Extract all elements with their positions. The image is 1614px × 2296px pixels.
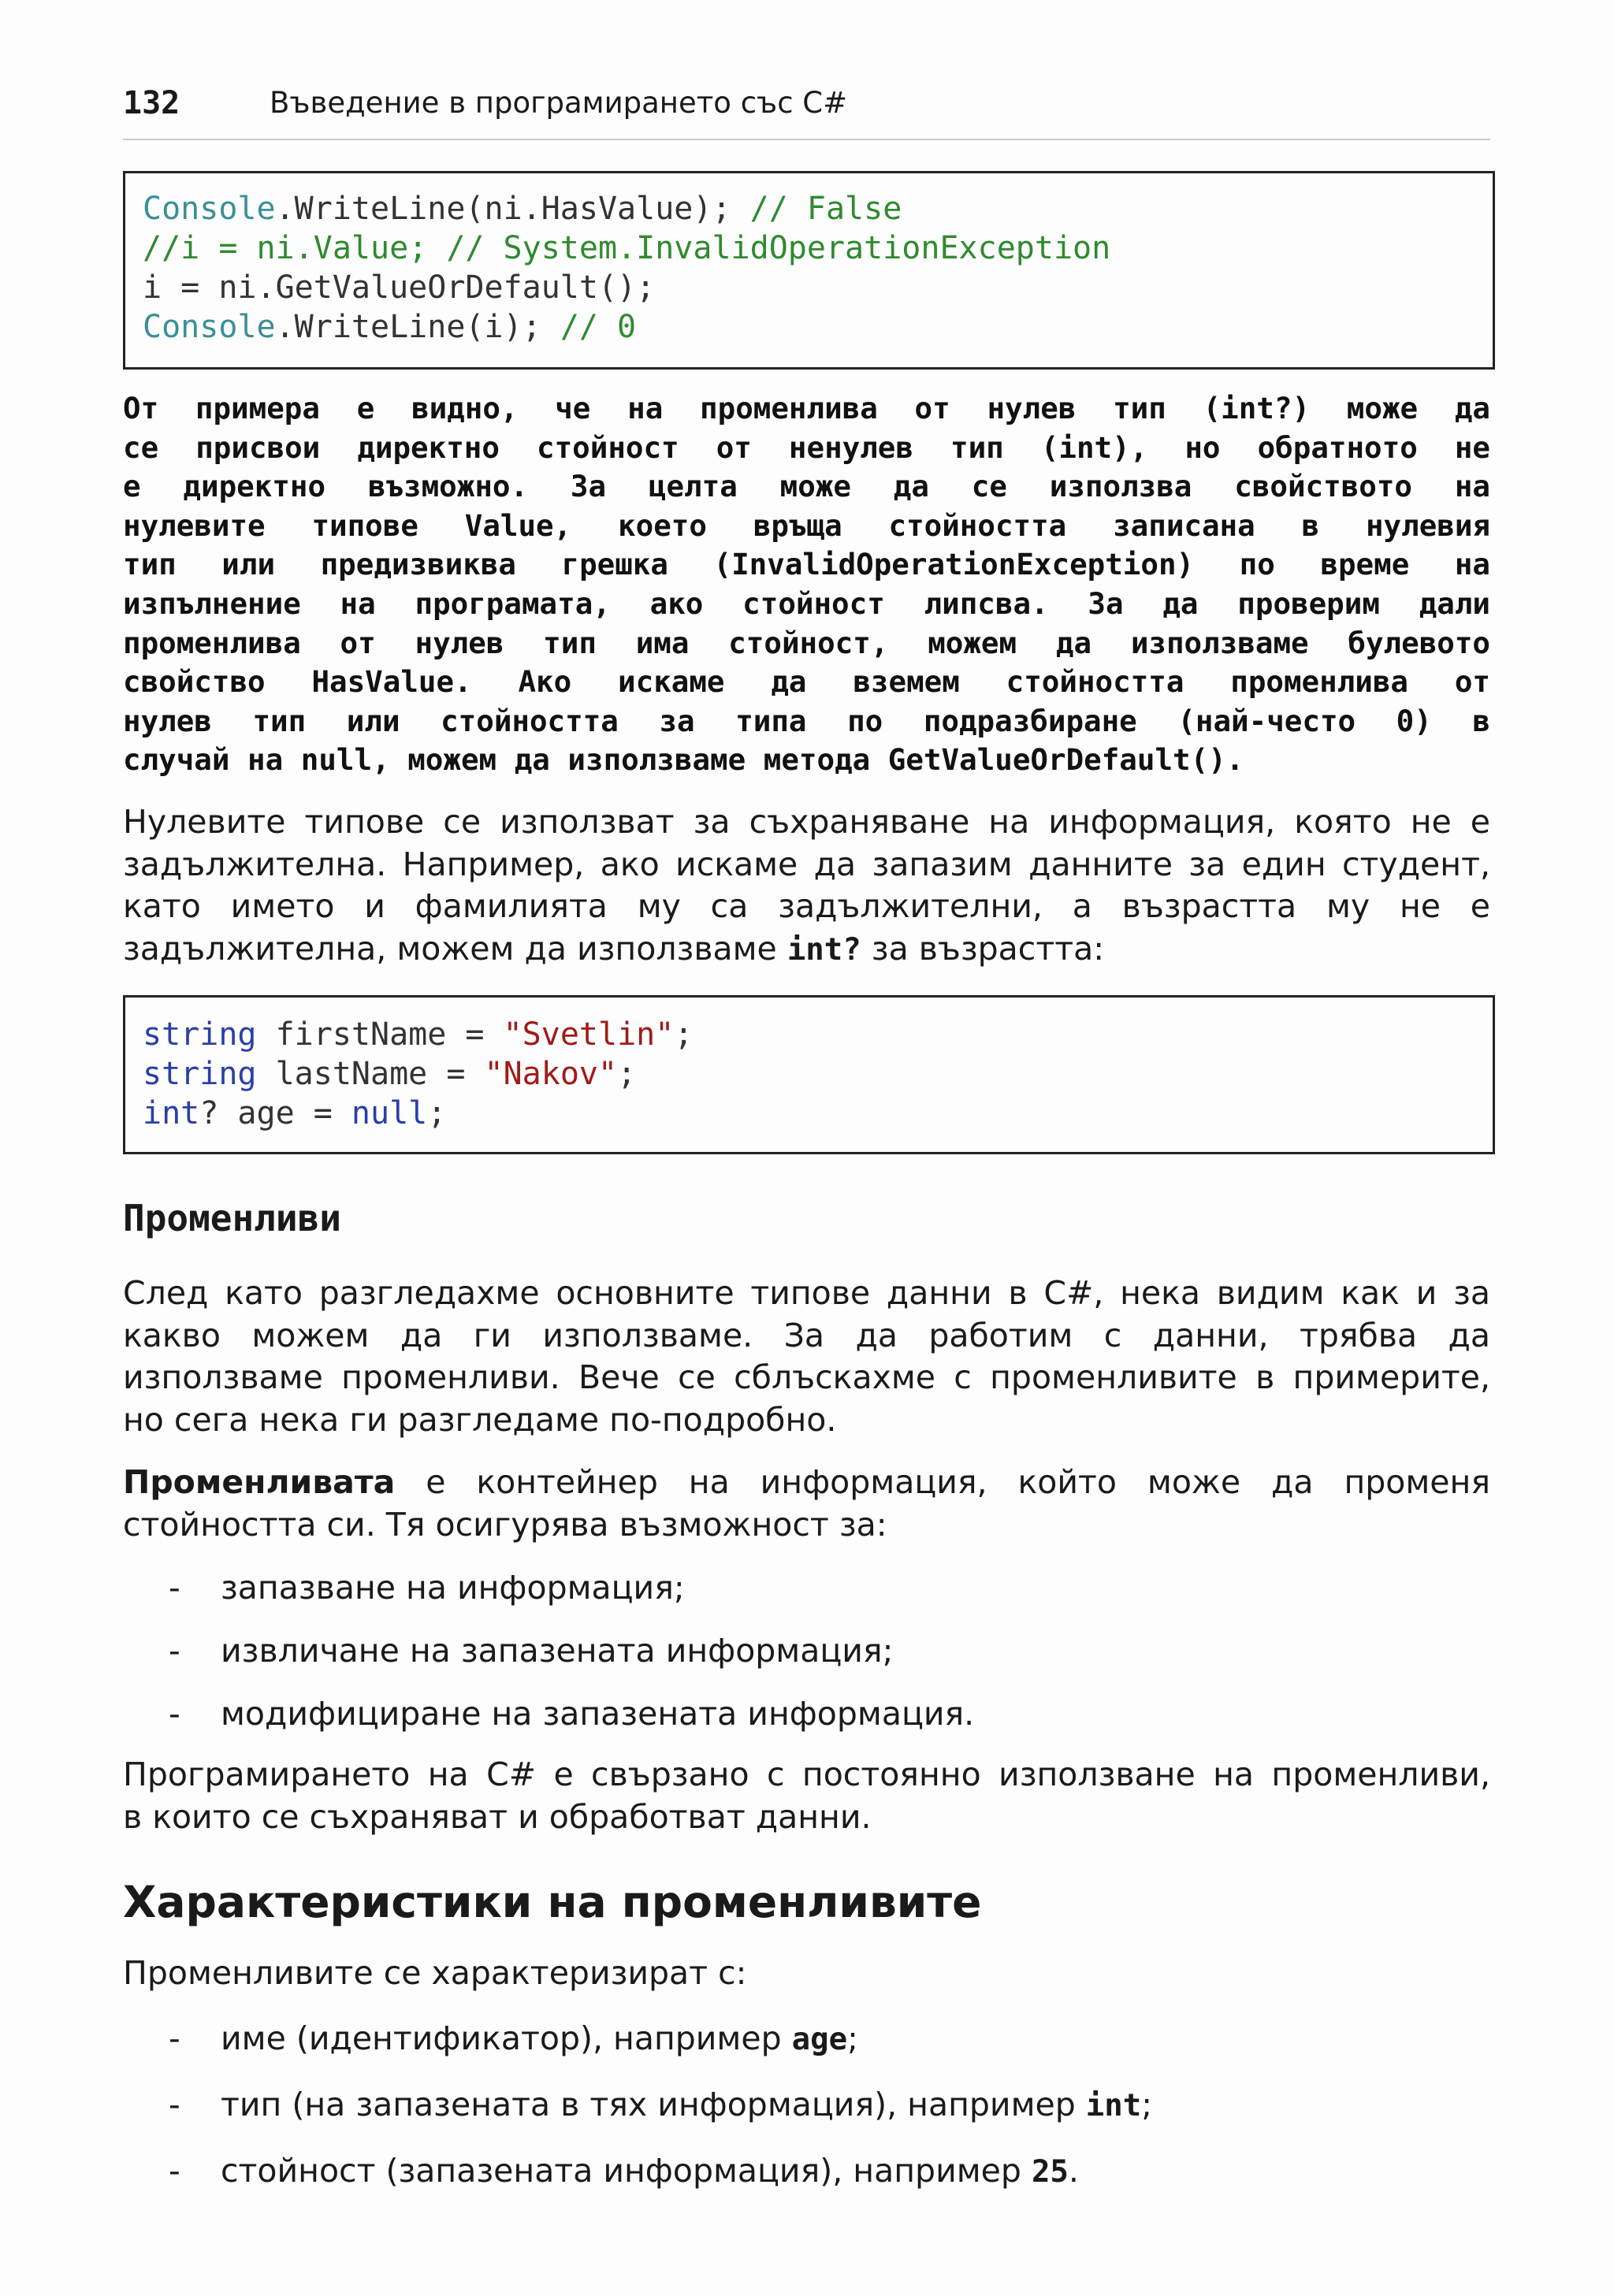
- list-item: - тип (на запазената в тях информация), например int;: [169, 2086, 1153, 2123]
- note-line: свойство HasValue. Ако искаме да вземем стойността променлива от: [123, 664, 1490, 700]
- text-line: в които се съхраняват и обработват данни.: [123, 1797, 872, 1836]
- paragraph-variable-definition: [123, 1462, 1490, 1546]
- list-item: - извличане на запазената информация;: [169, 1632, 894, 1670]
- text-line: задължителна. Например, ако искаме да запазим данните за един студент,: [123, 845, 1490, 883]
- paragraph-variables-intro: [123, 1272, 1490, 1441]
- note-line: е директно възможно. За целта може да се използва свойството на: [123, 469, 1490, 504]
- section-heading-variables: Променливи: [123, 1197, 341, 1239]
- note-line: нулев тип или стойността за типа по подразбиране (най-често 0) в: [123, 703, 1490, 738]
- text-line: използваме променливи. Вече се сблъскахме с променливите в примерите,: [123, 1358, 1490, 1396]
- code-line: Console.WriteLine(i); // 0: [143, 309, 637, 345]
- text-line: Променливите се характеризират с:: [123, 1954, 747, 1992]
- note-line: изпълнение на програмата, ако стойност липсва. За да проверим дали: [123, 585, 1490, 621]
- note-line: нулевите типове Value, което връща стойността записана в нулевия: [123, 507, 1490, 543]
- list-item: - запазване на информация;: [169, 1569, 685, 1607]
- text-line: стойността си. Тя осигурява възможност за:: [123, 1505, 887, 1544]
- list-item: - модифициране на запазената информация.: [169, 1695, 975, 1733]
- text-line: Нулевите типове се използват за съхраняване на информация, която не е: [123, 803, 1490, 841]
- code-line: i = ni.GetValueOrDefault();: [143, 269, 656, 306]
- page-number: 132: [123, 85, 180, 121]
- note-line: случай на null, можем да използваме метода GetValueOrDefault().: [123, 742, 1244, 778]
- paragraph-programming-variables: [123, 1754, 1490, 1838]
- code-line: int? age = null;: [143, 1095, 447, 1131]
- text-line: задължителна, можем да използваме int? за възрастта:: [123, 929, 1105, 968]
- note-line: От примера е видно, че на променлива от нулев тип (int?) може да: [123, 391, 1490, 425]
- text-line: След като разгледахме основните типове данни в C#, нека видим как и за: [123, 1274, 1490, 1312]
- code-line: //i = ni.Value; // System.InvalidOperationException: [143, 230, 1111, 266]
- text-line: Променливата е контейнер на информация, който може да променя: [123, 1463, 1490, 1501]
- section-heading-characteristics: Характеристики на променливите: [123, 1877, 982, 1927]
- text-line: Програмирането на C# е свързано с постоянно използване на променливи,: [123, 1755, 1490, 1793]
- list-item: - име (идентификатор), например age;: [169, 2019, 858, 2057]
- term-variable: Променливата: [123, 1463, 396, 1501]
- note-paragraph: [123, 389, 1490, 780]
- inline-code-int-nullable: int?: [787, 931, 861, 968]
- code-line: Console.WriteLine(ni.HasValue); // False: [143, 191, 902, 227]
- code-line: string lastName = "Nakov";: [143, 1056, 637, 1092]
- text-line: какво можем да ги използваме. За да работим с данни, трябва да: [123, 1316, 1490, 1354]
- list-item: - стойност (запазената информация), например 25.: [169, 2152, 1079, 2190]
- capabilities-list: [123, 1566, 1490, 1735]
- note-line: тип или предизвиква грешка (InvalidOperationException) по време на: [123, 547, 1490, 582]
- running-header: [123, 82, 1490, 140]
- text-line: но сега нека ги разгледаме по-подробно.: [123, 1400, 837, 1439]
- book-title: Въведение в програмирането със C#: [270, 86, 848, 120]
- text-line: като името и фамилията му са задължителни, а възрастта му не е: [123, 887, 1490, 925]
- code-block-student-fields: [123, 995, 1495, 1154]
- note-line: се присвои директно стойност от ненулев тип (int), но обратното не: [123, 429, 1490, 465]
- code-line: string firstName = "Svetlin";: [143, 1016, 694, 1053]
- characteristics-list: [123, 2017, 1490, 2194]
- code-block-nullable-value: [123, 171, 1495, 370]
- note-line: променлива от нулев тип има стойност, можем да използваме булевото: [123, 625, 1490, 660]
- paragraph-characteristics-intro: [123, 1952, 1490, 1995]
- paragraph-nullable-usage: [123, 801, 1490, 971]
